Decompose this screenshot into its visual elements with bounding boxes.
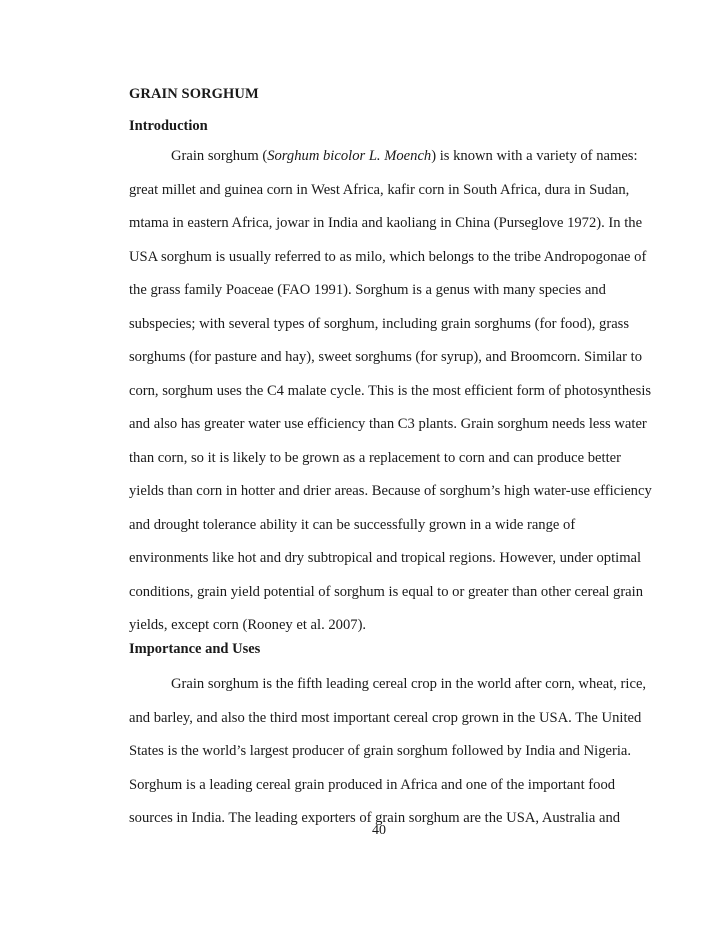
paragraph-line: subspecies; with several types of sorghum, including grain sorghums (for food), grass [129,315,630,332]
paragraph-line: corn, sorghum uses the C4 malate cycle. This is the most efficient form of photosynthesis [129,382,652,399]
paragraph-line: sorghums (for pasture and hay), sweet sorghums (for syrup), and Broomcorn. Similar to [129,349,642,365]
paragraph-line: great millet and guinea corn in West Africa, kafir corn in South Africa, dura in Sudan, [129,181,630,198]
paragraph-importance-and-uses [129,674,649,842]
paragraph-line: and barley, and also the third most important cereal crop grown in the USA. The United [129,709,642,726]
paragraph-line: States is the world’s largest producer of grain sorghum followed by India and Nigeria. [129,743,632,759]
document-title: GRAIN SORGHUM [129,86,259,102]
paragraph-line: than corn, so it is likely to be grown as a replacement to corn and can produce better [129,449,621,466]
paragraph-line: USA sorghum is usually referred to as milo, which belongs to the tribe Andropogonae of [129,248,647,265]
text-run: Grain sorghum ( [171,148,268,164]
page-number: 40 [372,823,386,838]
paragraph-line: yields than corn in hotter and drier areas. Because of sorghum’s high water-use efficiency [129,483,652,499]
paragraph-line: conditions, grain yield potential of sorghum is equal to or greater than other cereal grain [129,583,644,600]
text-run: ) is known with a variety of names: [431,148,638,164]
paragraph-line: environments like hot and dry subtropical and tropical regions. However, under optimal [129,550,642,566]
scientific-name: Sorghum bicolor L. Moench [267,148,432,164]
paragraph-line: mtama in eastern Africa, jowar in India and kaoliang in China (Purseglove 1972). In the [129,215,643,231]
paragraph-line: and drought tolerance ability it can be successfully grown in a wide range of [129,516,576,533]
paragraph-introduction [129,146,652,649]
paragraph-line: Grain sorghum is the fifth leading cereal crop in the world after corn, wheat, rice, [171,676,647,692]
section-heading-importance-and-uses: Importance and Uses [129,641,261,657]
paragraph-line: and also has greater water use efficiency than C3 plants. Grain sorghum needs less water [129,416,647,432]
section-heading-introduction: Introduction [129,118,208,134]
paragraph-line: the grass family Poaceae (FAO 1991). Sorghum is a genus with many species and [129,282,606,298]
paragraph-line: yields, except corn (Rooney et al. 2007). [129,617,367,633]
paragraph-line [129,146,649,180]
paragraph-line: Sorghum is a leading cereal grain produced in Africa and one of the important food [129,776,616,793]
paragraph-line: sources in India. The leading exporters of grain sorghum are the USA, Australia and [129,810,621,826]
